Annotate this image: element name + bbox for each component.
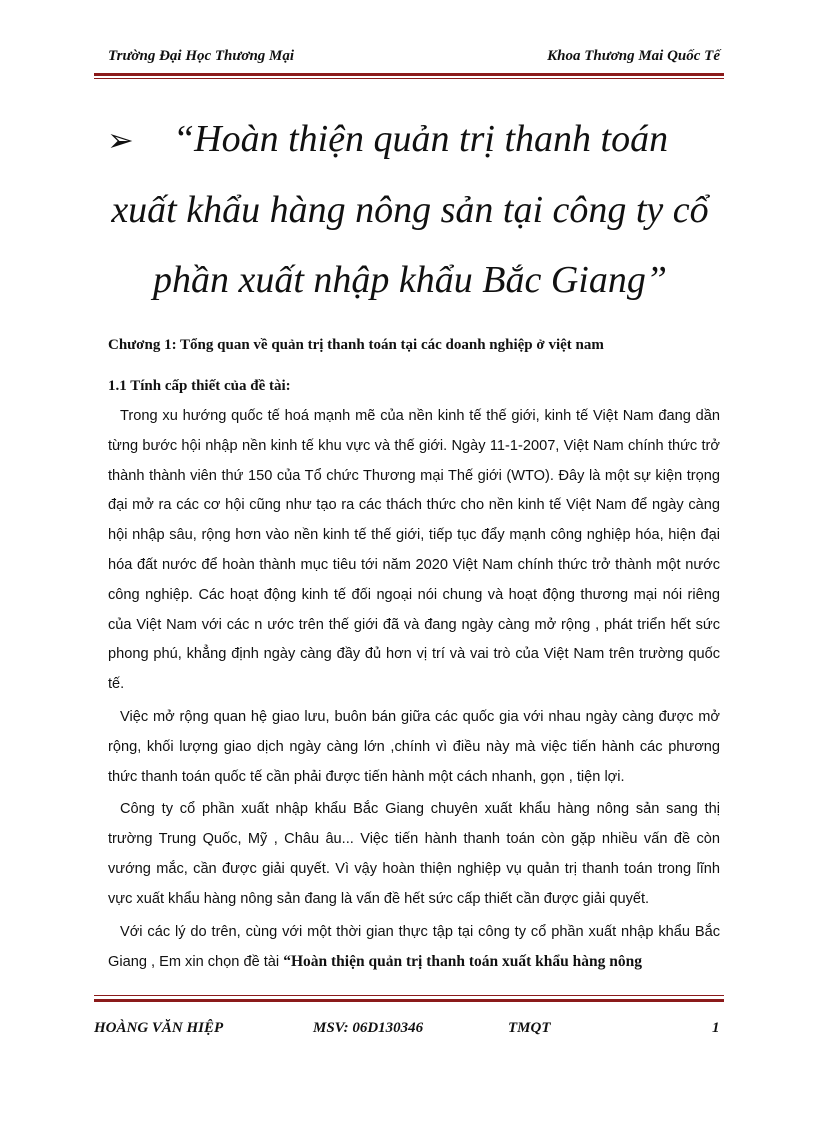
page-header xyxy=(108,48,720,65)
section-heading: 1.1 Tính cấp thiết của đề tài: xyxy=(108,378,291,394)
page-number: 1 xyxy=(712,1020,720,1036)
footer-student-id: MSV: 06D130346 xyxy=(313,1020,424,1036)
title-text-1: “Hoàn thiện quản trị thanh toán xyxy=(173,118,669,160)
body-text xyxy=(108,402,720,978)
header-rule-thin xyxy=(94,78,724,79)
document-title xyxy=(95,104,725,315)
chapter-heading: Chương 1: Tổng quan về quản trị thanh toán tại các doanh nghiệp ở việt nam xyxy=(108,337,604,353)
header-university: Trường Đại Học Thương Mại xyxy=(108,48,295,64)
arrow-bullet-icon: ➢ xyxy=(107,122,134,158)
header-rule xyxy=(94,73,724,76)
title-line-3: phần xuất nhập khẩu Bắc Giang” xyxy=(152,259,667,301)
footer-rule-thin xyxy=(94,995,724,996)
paragraph-4-text: Với các lý do trên, cùng với một thời gian thực tập tại công ty cổ phần xuất nhập khẩu Bắc Giang , Em xin chọn đề tài xyxy=(108,923,720,971)
footer-department: TMQT xyxy=(508,1020,551,1036)
header-faculty: Khoa Thương Mai Quốc Tế xyxy=(547,48,720,64)
paragraph-3: Công ty cổ phần xuất nhập khẩu Bắc Giang chuyên xuất khẩu hàng nông sản sang thị trường Trung Quốc, Mỹ , Châu âu... Việc tiến hành thanh toán còn gặp nhiều vấn đề còn vướng mắc, cần được giải quyết. Vì vậy hoàn thiện nghiệp vụ quản trị thanh toán trong lĩnh vực xuất khẩu hàng nông sản đang là vấn đề hết sức cấp thiết cần được giải quyết. xyxy=(108,801,720,907)
footer-rule xyxy=(94,999,724,1002)
title-line-2: xuất khẩu hàng nông sản tại công ty cổ xyxy=(111,189,709,231)
paragraph-4 xyxy=(108,918,720,979)
title-line-1 xyxy=(95,104,725,175)
paragraph-2: Việc mở rộng quan hệ giao lưu, buôn bán giữa các quốc gia với nhau ngày càng được mở rộng, khối lượng giao dịch ngày càng lớn ,chính vì điều này mà việc tiến hành các phương thức thanh toán quốc tế cần phải được tiến hành một cách nhanh, gọn , tiện lợi. xyxy=(108,708,720,785)
footer-author: HOÀNG VĂN HIỆP xyxy=(94,1020,224,1036)
paragraph-4-bold-title: “Hoàn thiện quản trị thanh toán xuất khẩu hàng nông xyxy=(283,953,642,971)
paragraph-1: Trong xu hướng quốc tế hoá mạnh mẽ của nền kinh tế thế giới, kinh tế Việt Nam đang dần từng bước hội nhập nền kinh tế khu vực và thế giới. Ngày 11-1-2007, Việt Nam chính thức trở thành thành viên thứ 150 của Tổ chức Thương mại Thế giới (WTO). Đây là một sự kiện trọng đại mở ra các cơ hội cũng như tạo ra các thách thức cho nền kinh tế Việt Nam để ngày càng hội nhập sâu, rộng hơn vào nền kinh tế thế giới, tiếp tục đẩy mạnh công nghiệp hóa, hiện đại hóa đất nước để hoàn thành mục tiêu tới năm 2020 Việt Nam chính thức trở thành một nước công nghiệp. Các hoạt động kinh tế đối ngoại nói chung và hoạt động thương mại nói riêng của Việt Nam với các n ước trên thế giới đã và đang ngày càng mở rộng , phát triển hết sức phong phú, khẳng định ngày càng đầy đủ hơn vị trí và vai trò của Việt Nam trên trường quốc tế. xyxy=(108,408,720,693)
